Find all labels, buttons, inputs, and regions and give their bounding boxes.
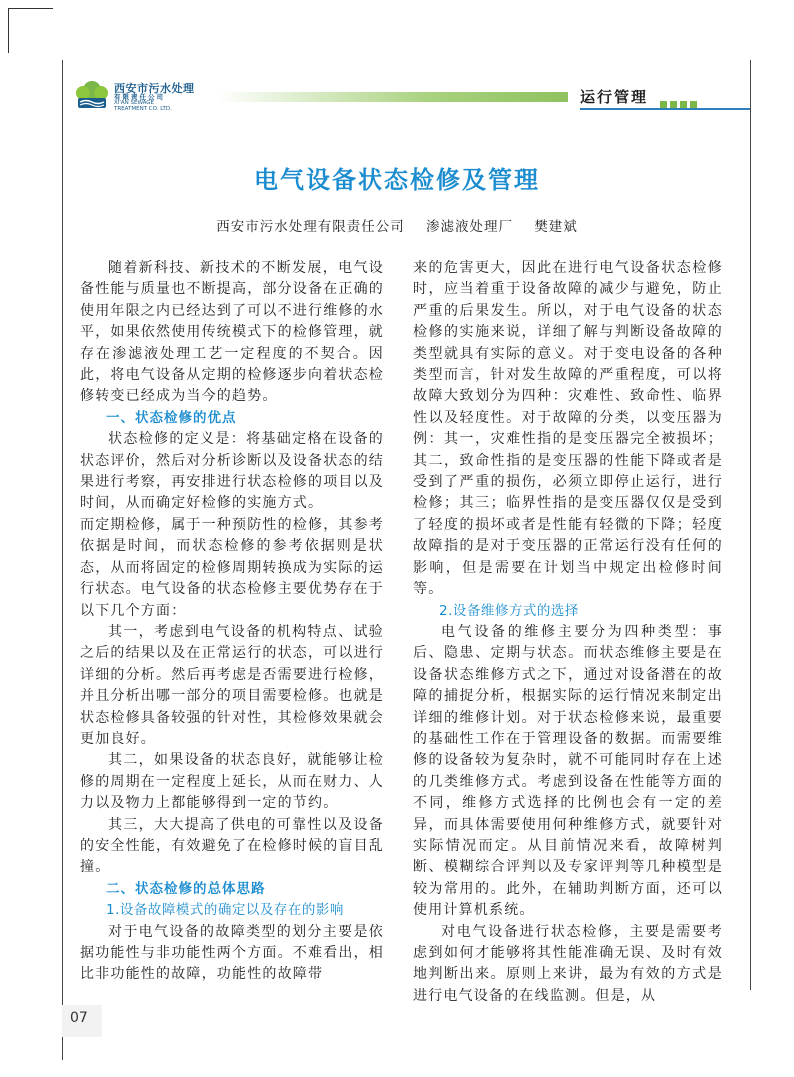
company-logo — [72, 78, 212, 118]
paragraph: 随着新科技、新技术的不断发展，电气设备性能与质量也不断提高，部分设备在正确的使用年限之内已经达到了可以不进行维修的水平，如果依然使用传统模式下的检修管理，就存在渗滤液处理工艺一定程度的不契合。因此，将电气设备从定期的检修逐步向着状态检修转变已经成为当今的趋势。 — [80, 260, 384, 405]
subsection-heading: 1.设备故障模式的确定以及存在的影响 — [106, 902, 344, 919]
right-margin-rule — [750, 60, 751, 990]
byline-author: 樊建斌 — [534, 219, 578, 235]
paragraph: 其二，如果设备的状态良好，就能够让检修的周期在一定程度上延长，从而在财力、人力以及物力上都能够得到一定的节约。 — [80, 752, 384, 812]
logo-emblem-icon — [72, 78, 112, 114]
logo-name-cn-sub: 有限责任公司 — [114, 93, 165, 101]
logo-name-cn: 西安市污水处理 — [114, 82, 195, 95]
paragraph: 对电气设备进行状态检修，主要是需要考虑到如何才能够将其性能准确无误、及时有效地判断出来。原则上来讲，最为有效的方式是进行电气设备的在线监测。但是，从 — [413, 923, 723, 1004]
paragraph: 对于电气设备的故障类型的划分主要是依据功能性与非功能性两个方面。不难看出，相比非功能性的故障，功能性的故障带 — [80, 923, 384, 983]
section-tag: 运行管理 — [580, 88, 649, 106]
section-heading: 一、状态检修的优点 — [106, 409, 237, 426]
byline-department: 渗滤液处理厂 — [426, 219, 513, 235]
subsection-heading: 2.设备维修方式的选择 — [439, 602, 579, 619]
byline-company: 西安市污水处理有限责任公司 — [216, 219, 405, 235]
paragraph: 电气设备的维修主要分为四种类型：事后、隐患、定期与状态。而状态维修主要是在设备状态维修方式之下，通过对设备潜在的故障的捕捉分析，根据实际的运行情况来制定出详细的维修计划。对于状态检修来说，最重要的基础性工作在于管理设备的数据。而需要维修的设备较为复杂时，就不可能同时存在上述的几类维修方式。考虑到设备在性能等方面的不同，维修方式选择的比例也会有一定的差异，而具体需要使用何种维修方式，就要针对实际情况而定。从目前情况来看，故障树判断、模糊综合评判以及专家评判等几种模型是较为常用的。此外，在辅助判断方面，还可以使用计算机系统。 — [413, 623, 723, 919]
corner-crop-mark — [8, 8, 53, 53]
left-column — [80, 258, 384, 986]
paragraph: 而定期检修，属于一种预防性的检修，其参考依据是时间，而状态检修的参考依据则是状态，从而将固定的检修周期转换成为实际的运行状态。电气设备的状态检修主要优势存在于以下几个方面： — [80, 516, 384, 619]
logo-name-en-line1: XI'AN SEWAGE — [114, 100, 155, 106]
page-number: 07 — [70, 1010, 88, 1026]
paragraph: 其一，考虑到电气设备的机构特点、试验之后的结果以及在正常运行的状态，可以进行详细的分析。然后再考虑是否需要进行检修，并且分析出哪一部分的项目需要检修。也就是状态检修具备较强的针对性，其检修效果就会更加良好。 — [80, 623, 384, 747]
article-byline — [0, 215, 794, 235]
article-title: 电气设备状态检修及管理 — [254, 166, 540, 194]
logo-name-en — [114, 100, 172, 112]
logo-name-en-line2: TREATMENT CO. LTD. — [114, 106, 172, 112]
header-underline — [580, 108, 750, 110]
right-column — [413, 258, 723, 1007]
paragraph: 其三，大大提高了供电的可靠性以及设备的安全性能，有效避免了在检修时候的盲目乱撞。 — [80, 816, 384, 876]
section-heading: 二、状态检修的总体思路 — [106, 880, 266, 897]
header-gradient-band — [218, 92, 568, 102]
paragraph: 来的危害更大，因此在进行电气设备状态检修时，应当着重于设备故障的减少与避免，防止严重的后果发生。所以，对于电气设备的状态检修的实施来说，详细了解与判断设备故障的类型就具有实际的意义。对于变电设备的各种类型而言，针对发生故障的严重程度，可以将故障大致划分为四种：灾难性、致命性、临界性以及轻度性。对于故障的分类，以变压器为例：其一，灾难性指的是变压器完全被损坏；其二，致命性指的是变压器的性能下降或者是受到了严重的损伤，必须立即停止运行，进行检修；其三；临界性指的是变压器仅仅是受到了轻度的损坏或者是性能有轻微的下降；轻度故障指的是对于变压器的正常运行没有任何的影响，但是需要在计划当中规定出检修时间等。 — [413, 260, 723, 598]
left-margin-rule — [62, 60, 63, 1060]
paragraph: 状态检修的定义是：将基础定格在设备的状态评价，然后对分析诊断以及设备状态的结果进行考察，再安排进行状态检修的项目以及时间，从而确定好检修的实施方式。 — [80, 431, 384, 512]
